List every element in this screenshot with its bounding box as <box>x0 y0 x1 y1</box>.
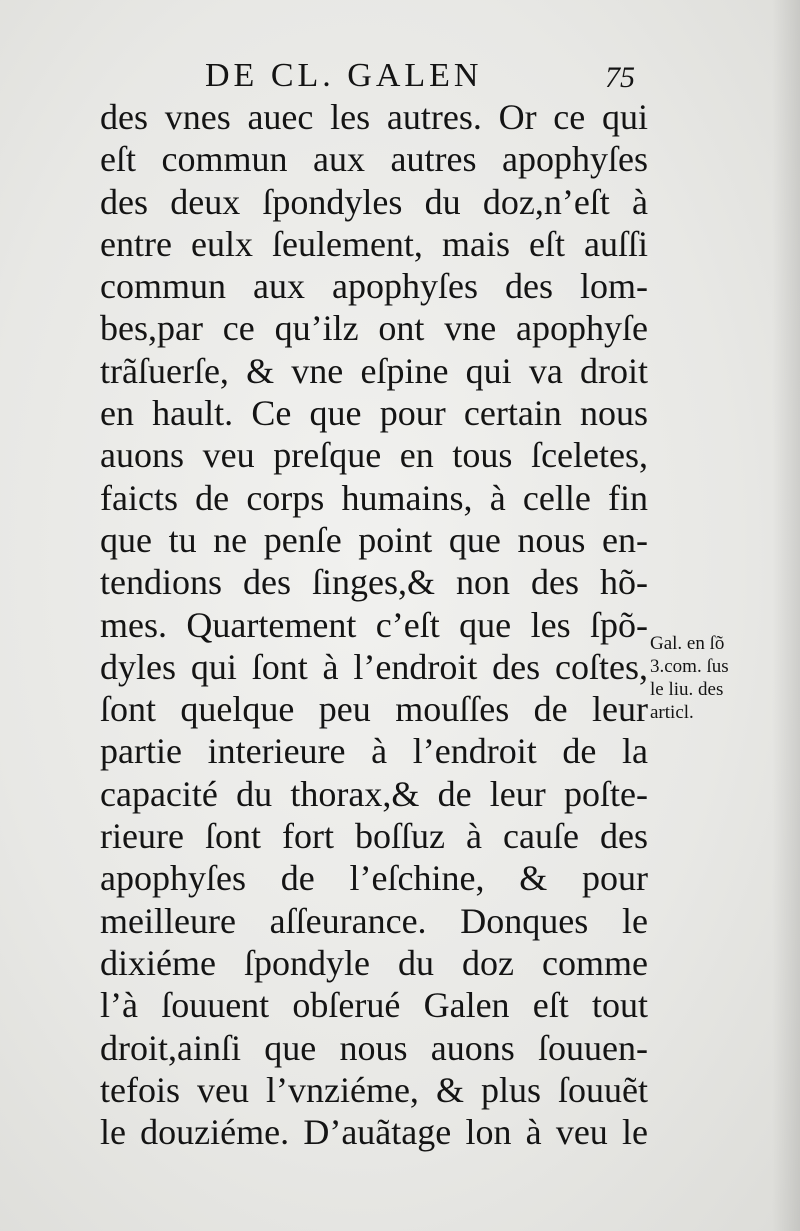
text-line: commun aux apophyſes des lom- <box>100 266 648 307</box>
text-line: dixiéme ſpondyle du doz comme <box>100 942 648 983</box>
text-line: trãſuerſe, & vne eſpine qui va droit <box>100 350 648 391</box>
text-line: que tu ne penſe point que nous en- <box>100 519 648 560</box>
text-line: meilleure aſſeurance. Donques le <box>100 900 648 941</box>
text-line: tefois veu l’vnziéme, & plus ſouuẽt <box>100 1069 648 1110</box>
body-text <box>100 96 648 1153</box>
text-line: des vnes auec les autres. Or ce qui <box>100 97 648 137</box>
text-line: bes,par ce qu’ilz ont vne apophyſe <box>100 308 648 349</box>
margin-note-line: Gal. en ſõ <box>650 633 725 654</box>
text-line: tendions des ſinges,& non des hõ- <box>100 562 648 603</box>
text-line: entre eulx ſeulement, mais eſt auſſi <box>100 223 648 264</box>
text-line: des deux ſpondyles du doz,n’eſt à <box>100 181 648 222</box>
page-header <box>205 52 655 100</box>
text-line: mes. Quartement c’eſt que les ſpõ- <box>100 604 648 645</box>
margin-note-line: 3.com. ſus <box>650 656 729 677</box>
text-line: eſt commun aux autres apophyſes <box>100 139 648 180</box>
text-line: auons veu preſque en tous ſceletes, <box>100 435 648 476</box>
text-line: rieure ſont fort boſſuz à cauſe des <box>100 816 648 857</box>
text-line: partie interieure à l’endroit de la <box>100 731 648 772</box>
text-line: le douziéme. D’auãtage lon à veu le <box>100 1112 648 1153</box>
text-line: droit,ainſi que nous auons ſouuen- <box>100 1027 648 1068</box>
margin-note-line: le liu. des <box>650 679 724 700</box>
margin-note-line: articl. <box>650 702 694 723</box>
text-line: ſont quelque peu mouſſes de leur <box>100 689 648 730</box>
text-line: dyles qui ſont à l’endroit des coſtes, <box>100 646 648 687</box>
text-line: en hault. Ce que pour certain nous <box>100 393 648 434</box>
page-number: 75 <box>605 61 635 94</box>
margin-note <box>650 632 796 724</box>
text-line: capacité du thorax,& de leur poſte- <box>100 773 648 814</box>
gutter-shadow <box>772 0 800 1231</box>
text-line: faicts de corps humains, à celle fin <box>100 477 648 518</box>
running-head: DE CL. GALEN <box>205 57 483 94</box>
text-line: apophyſes de l’eſchine, & pour <box>100 858 648 899</box>
text-line: l’à ſouuent obſerué Galen eſt tout <box>100 985 648 1026</box>
